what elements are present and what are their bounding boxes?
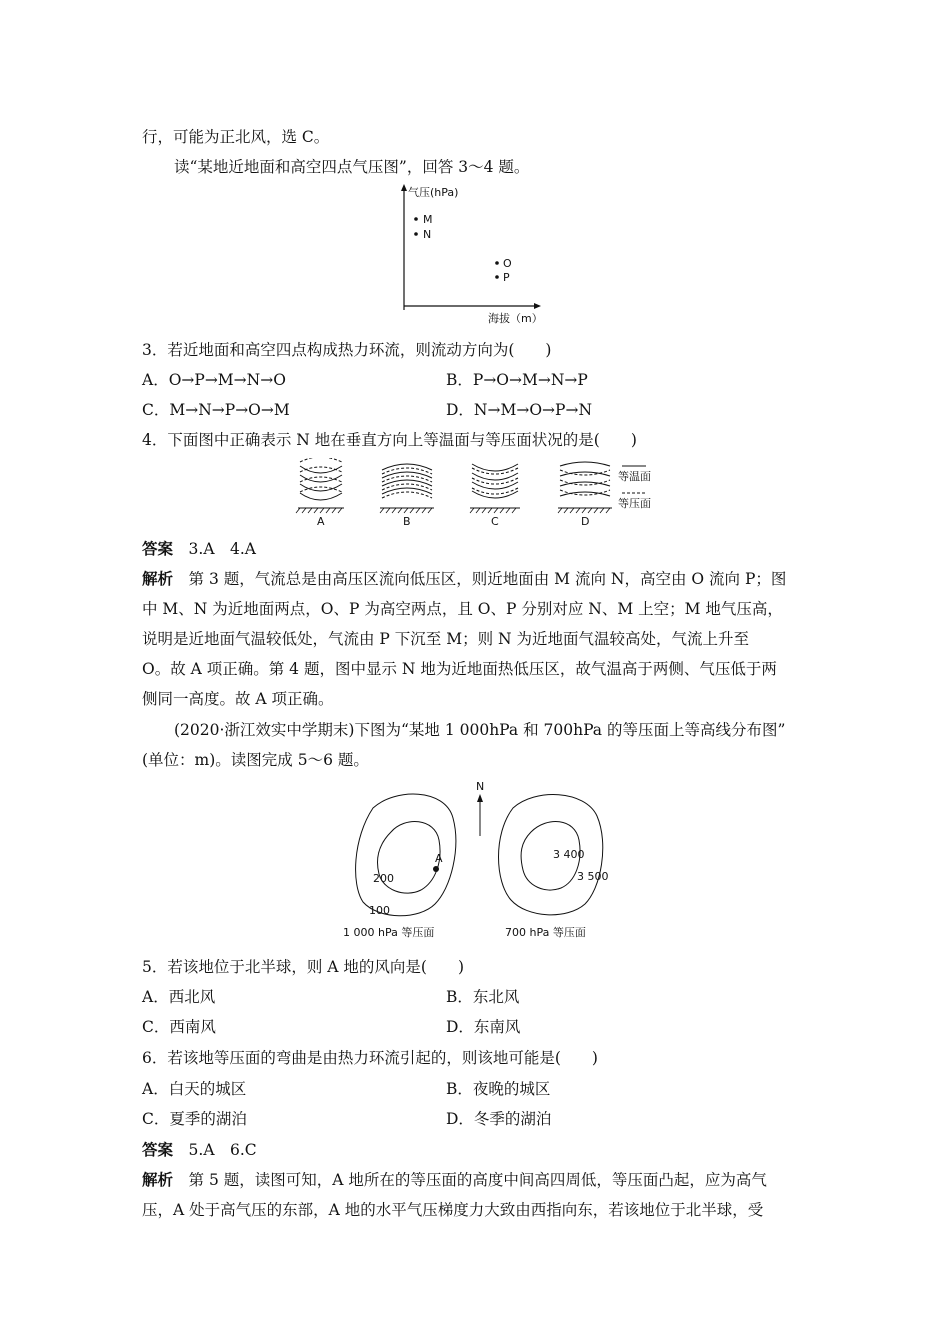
explanation-line: 说明是近地面气温较低处，气流由 P 下沉至 M；则 N 为近地面气温较高处，气流上升至 <box>142 630 750 648</box>
panel-label: B <box>403 515 411 528</box>
panel-label: D <box>581 515 590 528</box>
answer-values: 5.A 6.C <box>188 1141 257 1159</box>
right-caption: 700 hPa 等压面 <box>505 926 586 939</box>
option-3b: B．P→O→M→N→P <box>446 371 588 389</box>
legend-temp: 等温面 <box>618 470 651 483</box>
question-4: 4．下面图中正确表示 N 地在垂直方向上等温面与等压面状况的是( ) <box>142 431 637 449</box>
answer-3-4 <box>142 538 256 560</box>
option-5b: B．东北风 <box>446 988 520 1006</box>
explanation-line: 侧同一高度。故 A 项正确。 <box>142 690 334 708</box>
option-6b: B．夜晚的城区 <box>446 1080 551 1098</box>
point-a-label: A <box>435 852 443 865</box>
question-5: 5．若该地位于北半球，则 A 地的风向是( ) <box>142 958 465 976</box>
panel-label: C <box>491 515 499 528</box>
panel-b <box>380 464 434 528</box>
question-6: 6．若该地等压面的弯曲是由热力环流引起的，则该地可能是( ) <box>142 1049 598 1067</box>
option-5c: C．西南风 <box>142 1018 216 1036</box>
panel-d <box>558 462 612 528</box>
option-5d: D．东南风 <box>446 1018 521 1036</box>
answer-label: 答案 <box>142 1140 174 1159</box>
x-axis-label: 海拔（m） <box>488 312 543 325</box>
contour-3500 <box>499 795 603 915</box>
north-label: N <box>476 780 485 793</box>
contour-label: 3 500 <box>577 870 609 883</box>
option-6c: C．夏季的湖泊 <box>142 1110 247 1128</box>
explanation-line: 解析 第 5 题，读图可知，A 地所在的等压面的高度中间高四周低，等压面凸起，应为高气 <box>142 1170 767 1189</box>
question-intro-5-6-cont: (单位：m)。读图完成 5～6 题。 <box>142 751 369 769</box>
explanation-line: 解析 第 3 题，气流总是由高压区流向低压区，则近地面由 M 流向 N，高空由 O 流向 P；图 <box>142 569 787 588</box>
answer-values: 3.A 4.A <box>188 540 256 558</box>
option-6d: D．冬季的湖泊 <box>446 1110 552 1128</box>
contour-label: 3 400 <box>553 848 585 861</box>
left-caption: 1 000 hPa 等压面 <box>343 926 435 939</box>
point-p <box>495 275 499 279</box>
question-intro-5-6: (2020·浙江效实中学期末)下图为“某地 1 000hPa 和 700hPa 的等压面上等高线分布图” <box>174 721 786 739</box>
point-a <box>433 866 439 872</box>
option-3c: C．M→N→P→O→M <box>142 401 290 419</box>
answer-5-6 <box>142 1139 257 1161</box>
point-label: M <box>423 213 433 226</box>
point-o <box>495 261 499 265</box>
panel-label: A <box>317 515 325 528</box>
question-3: 3．若近地面和高空四点构成热力环流，则流动方向为( ) <box>142 341 552 359</box>
explanation-line: 中 M、N 为近地面两点，O、P 为高空两点，且 O、P 分别对应 N、M 上空；M 地气压高， <box>142 600 783 618</box>
contour-label: 200 <box>373 872 394 885</box>
option-3a: A．O→P→M→N→O <box>142 371 286 389</box>
text-line: 行，可能为正北风，选 C。 <box>142 128 330 146</box>
isosurface-diagrams <box>290 458 670 530</box>
explanation-line: 压，A 处于高气压的东部，A 地的水平气压梯度力大致由西指向东，若该地位于北半球，受 <box>142 1201 764 1219</box>
contour-label: 100 <box>369 904 390 917</box>
point-m <box>414 217 418 221</box>
answer-label: 答案 <box>142 539 174 558</box>
y-axis-label: 气压(hPa) <box>408 186 459 199</box>
pressure-altitude-chart <box>398 184 548 326</box>
legend-press: 等压面 <box>618 497 651 510</box>
option-6a: A．白天的城区 <box>142 1080 247 1098</box>
point-label: P <box>503 271 510 284</box>
question-intro-3-4: 读“某地近地面和高空四点气压图”，回答 3～4 题。 <box>174 158 530 176</box>
panel-c <box>470 464 520 528</box>
explanation-label: 解析 <box>142 569 174 588</box>
explanation-line: O。故 A 项正确。第 4 题，图中显示 N 地为近地面热低压区，故气温高于两侧、气压低于两 <box>142 660 777 678</box>
panel-a <box>296 458 344 528</box>
option-3d: D．N→M→O→P→N <box>446 401 593 419</box>
point-n <box>414 232 418 236</box>
explanation-label: 解析 <box>142 1170 174 1189</box>
point-label: O <box>503 257 512 270</box>
option-5a: A．西北风 <box>142 988 216 1006</box>
contour-maps <box>335 778 625 946</box>
point-label: N <box>423 228 432 241</box>
